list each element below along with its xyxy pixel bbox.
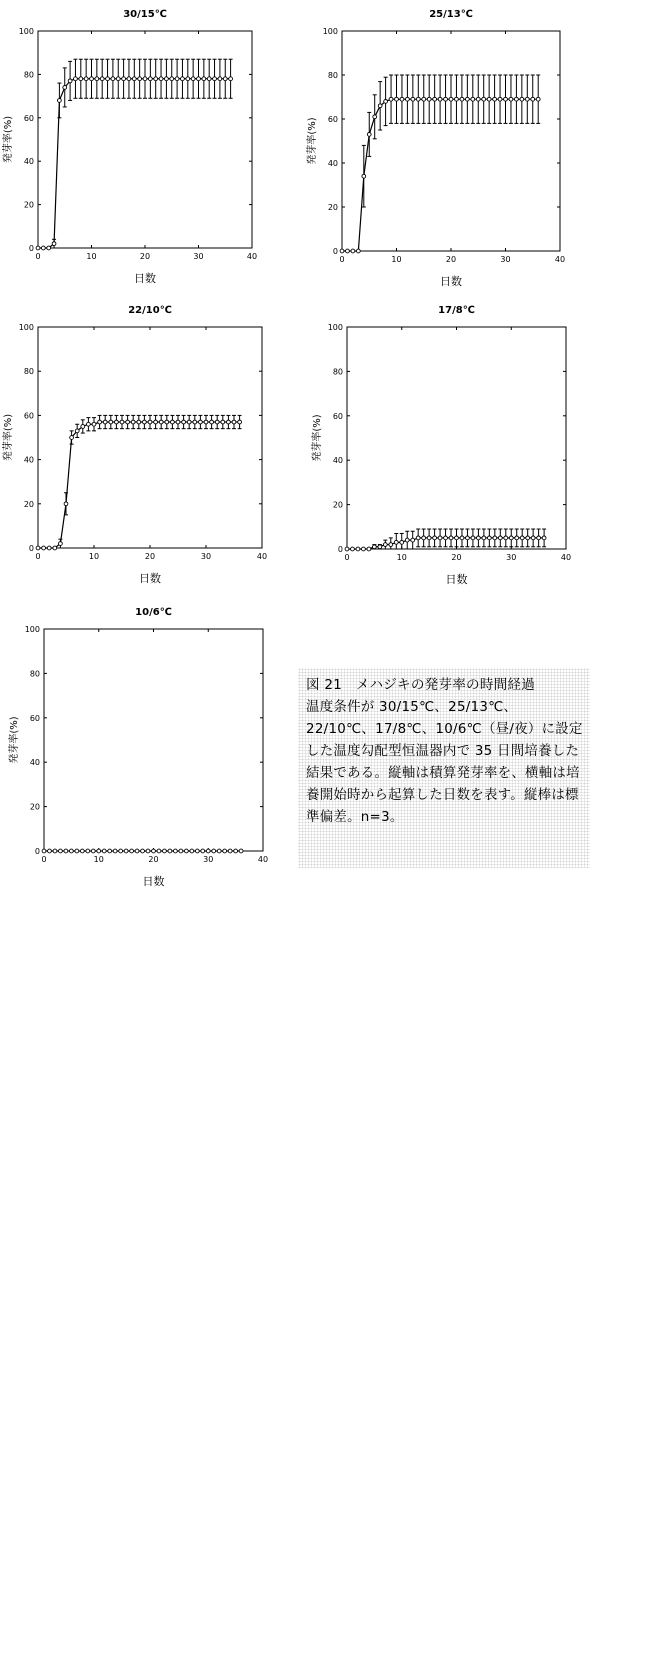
data-point [487, 536, 491, 540]
x-tick-label: 30 [500, 255, 511, 264]
data-point [187, 420, 191, 424]
data-point [186, 77, 190, 81]
data-point [41, 246, 45, 250]
data-point [68, 79, 72, 83]
chart-title: 17/8℃ [438, 305, 475, 316]
chart-panel [1, 9, 257, 285]
data-point [70, 436, 74, 440]
data-point [102, 849, 106, 853]
data-point [422, 536, 426, 540]
data-point [416, 536, 420, 540]
y-tick-label: 60 [29, 713, 40, 723]
data-point [63, 86, 67, 90]
data-point [217, 849, 221, 853]
x-axis-label: 日数 [134, 272, 156, 285]
caption-title: 図 21 メハジキの発芽率の時間経過 [306, 677, 535, 693]
data-point [498, 536, 502, 540]
data-point [520, 97, 524, 101]
x-tick-label: 20 [139, 252, 151, 261]
data-point [148, 77, 152, 81]
data-point [232, 420, 236, 424]
chart-title: 22/10℃ [128, 305, 172, 316]
data-point [103, 420, 107, 424]
x-tick-label: 0 [35, 252, 41, 261]
data-point [476, 97, 480, 101]
data-point [126, 420, 130, 424]
y-tick-label: 80 [23, 70, 34, 80]
plot-frame [342, 31, 560, 251]
y-tick-label: 40 [23, 157, 34, 167]
data-point [449, 536, 453, 540]
chart-title: 10/6℃ [135, 607, 172, 618]
data-point [42, 849, 46, 853]
data-point [367, 547, 371, 551]
x-tick-label: 10 [86, 252, 97, 261]
data-point [438, 536, 442, 540]
caption-body: 温度条件が 30/15℃、25/13℃、22/10℃、17/8℃、10/6℃（昼/夜）に設定した温度勾配型恒温器内で 35 日間培養した結果である。縦軸は積算発芽率を、横軸は培養開始時から起算した日数を表す。縦棒は標準偏差。n=3。 [306, 700, 583, 825]
data-point [509, 97, 513, 101]
data-point [159, 77, 163, 81]
chart-panel [7, 607, 268, 888]
data-point [525, 97, 529, 101]
data-point [190, 849, 194, 853]
y-axis-label: 発芽率(%) [307, 117, 318, 165]
y-tick-label: 20 [332, 500, 343, 510]
data-point [154, 77, 158, 81]
data-point [132, 77, 136, 81]
data-point [36, 246, 40, 250]
data-point [58, 99, 62, 103]
data-point [143, 420, 147, 424]
data-point [119, 849, 123, 853]
data-point [115, 420, 119, 424]
y-tick-label: 60 [327, 115, 338, 124]
data-point [191, 77, 195, 81]
data-point [52, 242, 56, 246]
data-point [163, 849, 167, 853]
data-point [170, 77, 174, 81]
x-axis-label: 日数 [445, 573, 468, 586]
data-point [221, 420, 225, 424]
y-tick-label: 80 [23, 367, 34, 377]
chart-title: 30/15℃ [123, 9, 167, 20]
data-point [81, 425, 85, 429]
y-tick-label: 100 [322, 27, 338, 36]
data-point [356, 547, 360, 551]
data-point [373, 115, 377, 119]
data-point [460, 536, 464, 540]
x-tick-label: 0 [41, 855, 47, 864]
chart-panel [310, 305, 571, 586]
data-point [207, 77, 211, 81]
data-point [201, 849, 205, 853]
data-point [64, 502, 68, 506]
x-axis-label: 日数 [440, 275, 462, 288]
figure-caption [298, 668, 590, 868]
data-point [202, 77, 206, 81]
y-tick-label: 0 [28, 544, 34, 553]
x-axis-label: 日数 [139, 572, 161, 585]
data-point [351, 249, 355, 253]
y-tick-label: 20 [23, 200, 34, 210]
data-point [487, 97, 491, 101]
data-point [229, 77, 233, 81]
data-point [228, 849, 232, 853]
y-tick-label: 20 [23, 499, 34, 509]
data-point [113, 849, 117, 853]
x-tick-label: 40 [257, 855, 269, 864]
data-point [223, 849, 227, 853]
data-point [122, 77, 126, 81]
data-point [400, 540, 404, 544]
x-tick-label: 40 [256, 552, 268, 561]
data-point [197, 77, 201, 81]
plot-frame [44, 629, 263, 851]
x-tick-label: 0 [339, 255, 345, 264]
data-point [127, 77, 131, 81]
data-point [536, 97, 540, 101]
data-point [135, 849, 139, 853]
data-point [98, 420, 102, 424]
data-point [223, 77, 227, 81]
data-point [433, 536, 437, 540]
y-tick-label: 20 [29, 802, 40, 812]
data-point [100, 77, 104, 81]
data-point [75, 849, 79, 853]
data-point [537, 536, 541, 540]
data-point [75, 429, 79, 433]
data-point [482, 97, 486, 101]
y-tick-label: 100 [18, 323, 34, 332]
y-tick-label: 100 [18, 27, 34, 36]
data-point [455, 97, 459, 101]
data-point [227, 420, 231, 424]
data-point [427, 97, 431, 101]
data-point [405, 538, 409, 542]
series-line [38, 79, 231, 248]
y-tick-label: 0 [34, 847, 40, 856]
data-point [171, 420, 175, 424]
data-point [444, 97, 448, 101]
data-point [340, 249, 344, 253]
data-point [53, 849, 57, 853]
data-point [48, 849, 52, 853]
data-point [97, 849, 101, 853]
data-point [95, 77, 99, 81]
data-point [131, 420, 135, 424]
data-point [411, 538, 415, 542]
data-point [406, 97, 410, 101]
chart-panel [1, 305, 267, 585]
data-point [389, 97, 393, 101]
data-point [520, 536, 524, 540]
data-point [165, 77, 169, 81]
data-point [526, 536, 530, 540]
data-point [212, 849, 216, 853]
data-point [90, 77, 94, 81]
data-point [498, 97, 502, 101]
x-tick-label: 10 [391, 255, 402, 264]
y-tick-label: 60 [23, 411, 34, 421]
y-tick-label: 100 [24, 625, 40, 634]
data-point [74, 77, 78, 81]
data-point [542, 536, 546, 540]
data-point [378, 104, 382, 108]
data-point [460, 97, 464, 101]
data-point [394, 540, 398, 544]
x-tick-label: 10 [396, 553, 407, 562]
data-point [422, 97, 426, 101]
x-tick-label: 20 [144, 552, 156, 561]
x-tick-label: 40 [560, 553, 572, 562]
data-point [111, 77, 115, 81]
data-point [449, 97, 453, 101]
data-point [531, 97, 535, 101]
data-point [148, 420, 152, 424]
data-point [154, 420, 158, 424]
data-point [482, 536, 486, 540]
data-point [215, 420, 219, 424]
y-axis-label: 発芽率(%) [9, 716, 20, 764]
data-point [159, 420, 163, 424]
y-tick-label: 40 [332, 456, 343, 466]
data-point [47, 246, 51, 250]
data-point [124, 849, 128, 853]
data-point [383, 543, 387, 547]
data-point [91, 849, 95, 853]
data-point [471, 536, 475, 540]
data-point [206, 849, 210, 853]
x-tick-label: 30 [506, 553, 517, 562]
data-point [120, 420, 124, 424]
x-tick-label: 10 [93, 855, 104, 864]
y-axis-label: 発芽率(%) [3, 413, 14, 462]
x-tick-label: 40 [246, 252, 258, 261]
data-point [509, 536, 513, 540]
data-point [165, 420, 169, 424]
data-point [384, 100, 388, 104]
data-point [59, 849, 63, 853]
data-point [193, 420, 197, 424]
x-tick-label: 40 [554, 255, 566, 264]
data-point [80, 849, 84, 853]
data-point [36, 546, 40, 550]
chart-title: 25/13℃ [429, 9, 473, 20]
y-axis-label: 発芽率(%) [312, 414, 323, 462]
data-point [362, 547, 366, 551]
data-point [182, 420, 186, 424]
data-point [455, 536, 459, 540]
y-tick-label: 40 [327, 159, 338, 168]
data-point [493, 536, 497, 540]
data-point [218, 77, 222, 81]
data-point [64, 849, 68, 853]
data-point [351, 547, 355, 551]
data-point [372, 545, 376, 549]
data-point [146, 849, 150, 853]
x-tick-label: 0 [35, 552, 41, 561]
data-point [466, 536, 470, 540]
data-point [433, 97, 437, 101]
y-tick-label: 80 [327, 71, 338, 80]
data-point [195, 849, 199, 853]
data-point [346, 249, 350, 253]
data-point [84, 77, 88, 81]
data-point [79, 77, 83, 81]
data-point [444, 536, 448, 540]
data-point [138, 77, 142, 81]
y-tick-label: 40 [23, 455, 34, 465]
data-point [438, 97, 442, 101]
x-tick-label: 10 [88, 552, 100, 561]
series-line [38, 422, 240, 548]
data-point [234, 849, 238, 853]
y-tick-label: 60 [332, 411, 343, 421]
data-point [168, 849, 172, 853]
data-point [108, 849, 112, 853]
x-tick-label: 30 [193, 252, 204, 261]
y-tick-label: 20 [327, 203, 338, 212]
x-tick-label: 20 [451, 553, 462, 562]
plot-frame [347, 327, 566, 549]
data-point [389, 543, 393, 547]
data-point [59, 542, 63, 546]
y-tick-label: 100 [327, 323, 343, 332]
y-tick-label: 80 [332, 367, 343, 377]
data-point [238, 420, 242, 424]
data-point [239, 849, 243, 853]
data-point [141, 849, 145, 853]
data-point [471, 97, 475, 101]
y-tick-label: 0 [28, 244, 34, 253]
data-point [531, 536, 535, 540]
data-point [427, 536, 431, 540]
y-tick-label: 0 [332, 247, 338, 256]
data-point [345, 547, 349, 551]
y-tick-label: 80 [29, 669, 40, 679]
data-point [504, 97, 508, 101]
data-point [53, 546, 57, 550]
data-point [69, 849, 73, 853]
data-point [411, 97, 415, 101]
y-axis-label: 発芽率(%) [3, 115, 14, 164]
x-tick-label: 20 [148, 855, 159, 864]
x-tick-label: 30 [203, 855, 214, 864]
data-point [465, 97, 469, 101]
data-point [116, 77, 120, 81]
data-point [152, 849, 156, 853]
data-point [143, 77, 147, 81]
data-point [210, 420, 214, 424]
x-tick-label: 20 [445, 255, 457, 264]
data-point [477, 536, 481, 540]
x-tick-label: 0 [344, 553, 350, 562]
data-point [504, 536, 508, 540]
data-point [362, 174, 366, 178]
data-point [176, 420, 180, 424]
data-point [204, 420, 208, 424]
data-point [184, 849, 188, 853]
data-point [395, 97, 399, 101]
data-point [87, 422, 91, 426]
data-point [493, 97, 497, 101]
data-point [47, 546, 51, 550]
chart-panel [305, 9, 565, 288]
data-point [175, 77, 179, 81]
data-point [367, 133, 371, 137]
data-point [400, 97, 404, 101]
data-point [174, 849, 178, 853]
x-axis-label: 日数 [142, 875, 165, 888]
y-tick-label: 40 [29, 758, 40, 768]
data-point [106, 77, 110, 81]
data-point [92, 422, 96, 426]
data-point [378, 545, 382, 549]
y-tick-label: 60 [23, 113, 34, 123]
data-point [515, 536, 519, 540]
data-point [199, 420, 203, 424]
y-tick-label: 0 [337, 545, 343, 554]
data-point [356, 249, 360, 253]
data-point [130, 849, 134, 853]
data-point [416, 97, 420, 101]
x-tick-label: 30 [200, 552, 212, 561]
data-point [137, 420, 141, 424]
data-point [86, 849, 90, 853]
data-point [42, 546, 46, 550]
data-point [213, 77, 217, 81]
data-point [109, 420, 113, 424]
data-point [179, 849, 183, 853]
data-point [515, 97, 519, 101]
data-point [157, 849, 161, 853]
data-point [181, 77, 185, 81]
